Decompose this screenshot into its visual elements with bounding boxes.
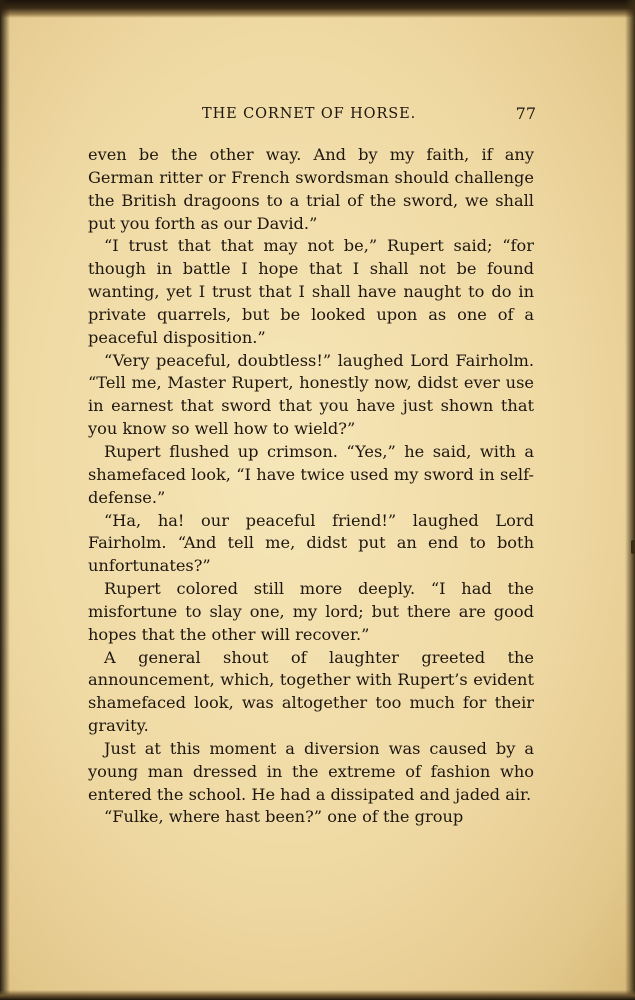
paragraph: Just at this moment a diversion was caused by a young man dressed in the extreme of fashion who entered the school. He had a dissipated and jaded air. [88,738,534,804]
paragraph: “Fulke, where hast been?” one of the group [104,807,464,827]
paragraph: Rupert flushed up crimson. “Yes,” he said, with a shamefaced look, “I have twice used my sword in self-defense.” [88,441,534,507]
page-top-edge-shadow [0,0,635,18]
body-text [88,144,534,829]
paragraph: Rupert colored still more deeply. “I had the misfortune to slay one, my lord; but there are good hopes that the other will recover.” [88,579,534,644]
page-right-edge-shadow [625,0,635,1000]
page-number: 77 [515,104,536,123]
paragraph: “Very peaceful, doubtless!” laughed Lord Fairholm. “Tell me, Master Rupert, honestly now, didst ever use in earnest that sword that you have just shown that you know so well how to wield?” [88,350,534,439]
page-left-edge-shadow [0,0,10,1000]
paragraph: “I trust that that may not be,” Rupert said; “for though in battle I hope that I shall not be found wanting, yet I trust that I shall have naught to do in private quarrels, but be looked upon as one of a peaceful disposition.” [88,236,534,347]
paragraph: even be the other way. And by my faith, if any German ritter or French swordsman should challenge the British dragoons to a trial of the sword, we shall put you forth as our David.” [88,145,534,233]
edge-mark [631,540,635,554]
paragraph: A general shout of laughter greeted the announcement, which, together with Rupert’s evident shamefaced look, was altogether too much for their gravity. [88,647,534,736]
page-bottom-edge-shadow [0,990,635,1000]
paragraph: “Ha, ha! our peaceful friend!” laughed Lord Fairholm. “And tell me, didst put an end to both unfortunates?” [88,510,534,576]
page-header [88,104,540,128]
running-head: THE CORNET OF HORSE. [202,106,417,122]
